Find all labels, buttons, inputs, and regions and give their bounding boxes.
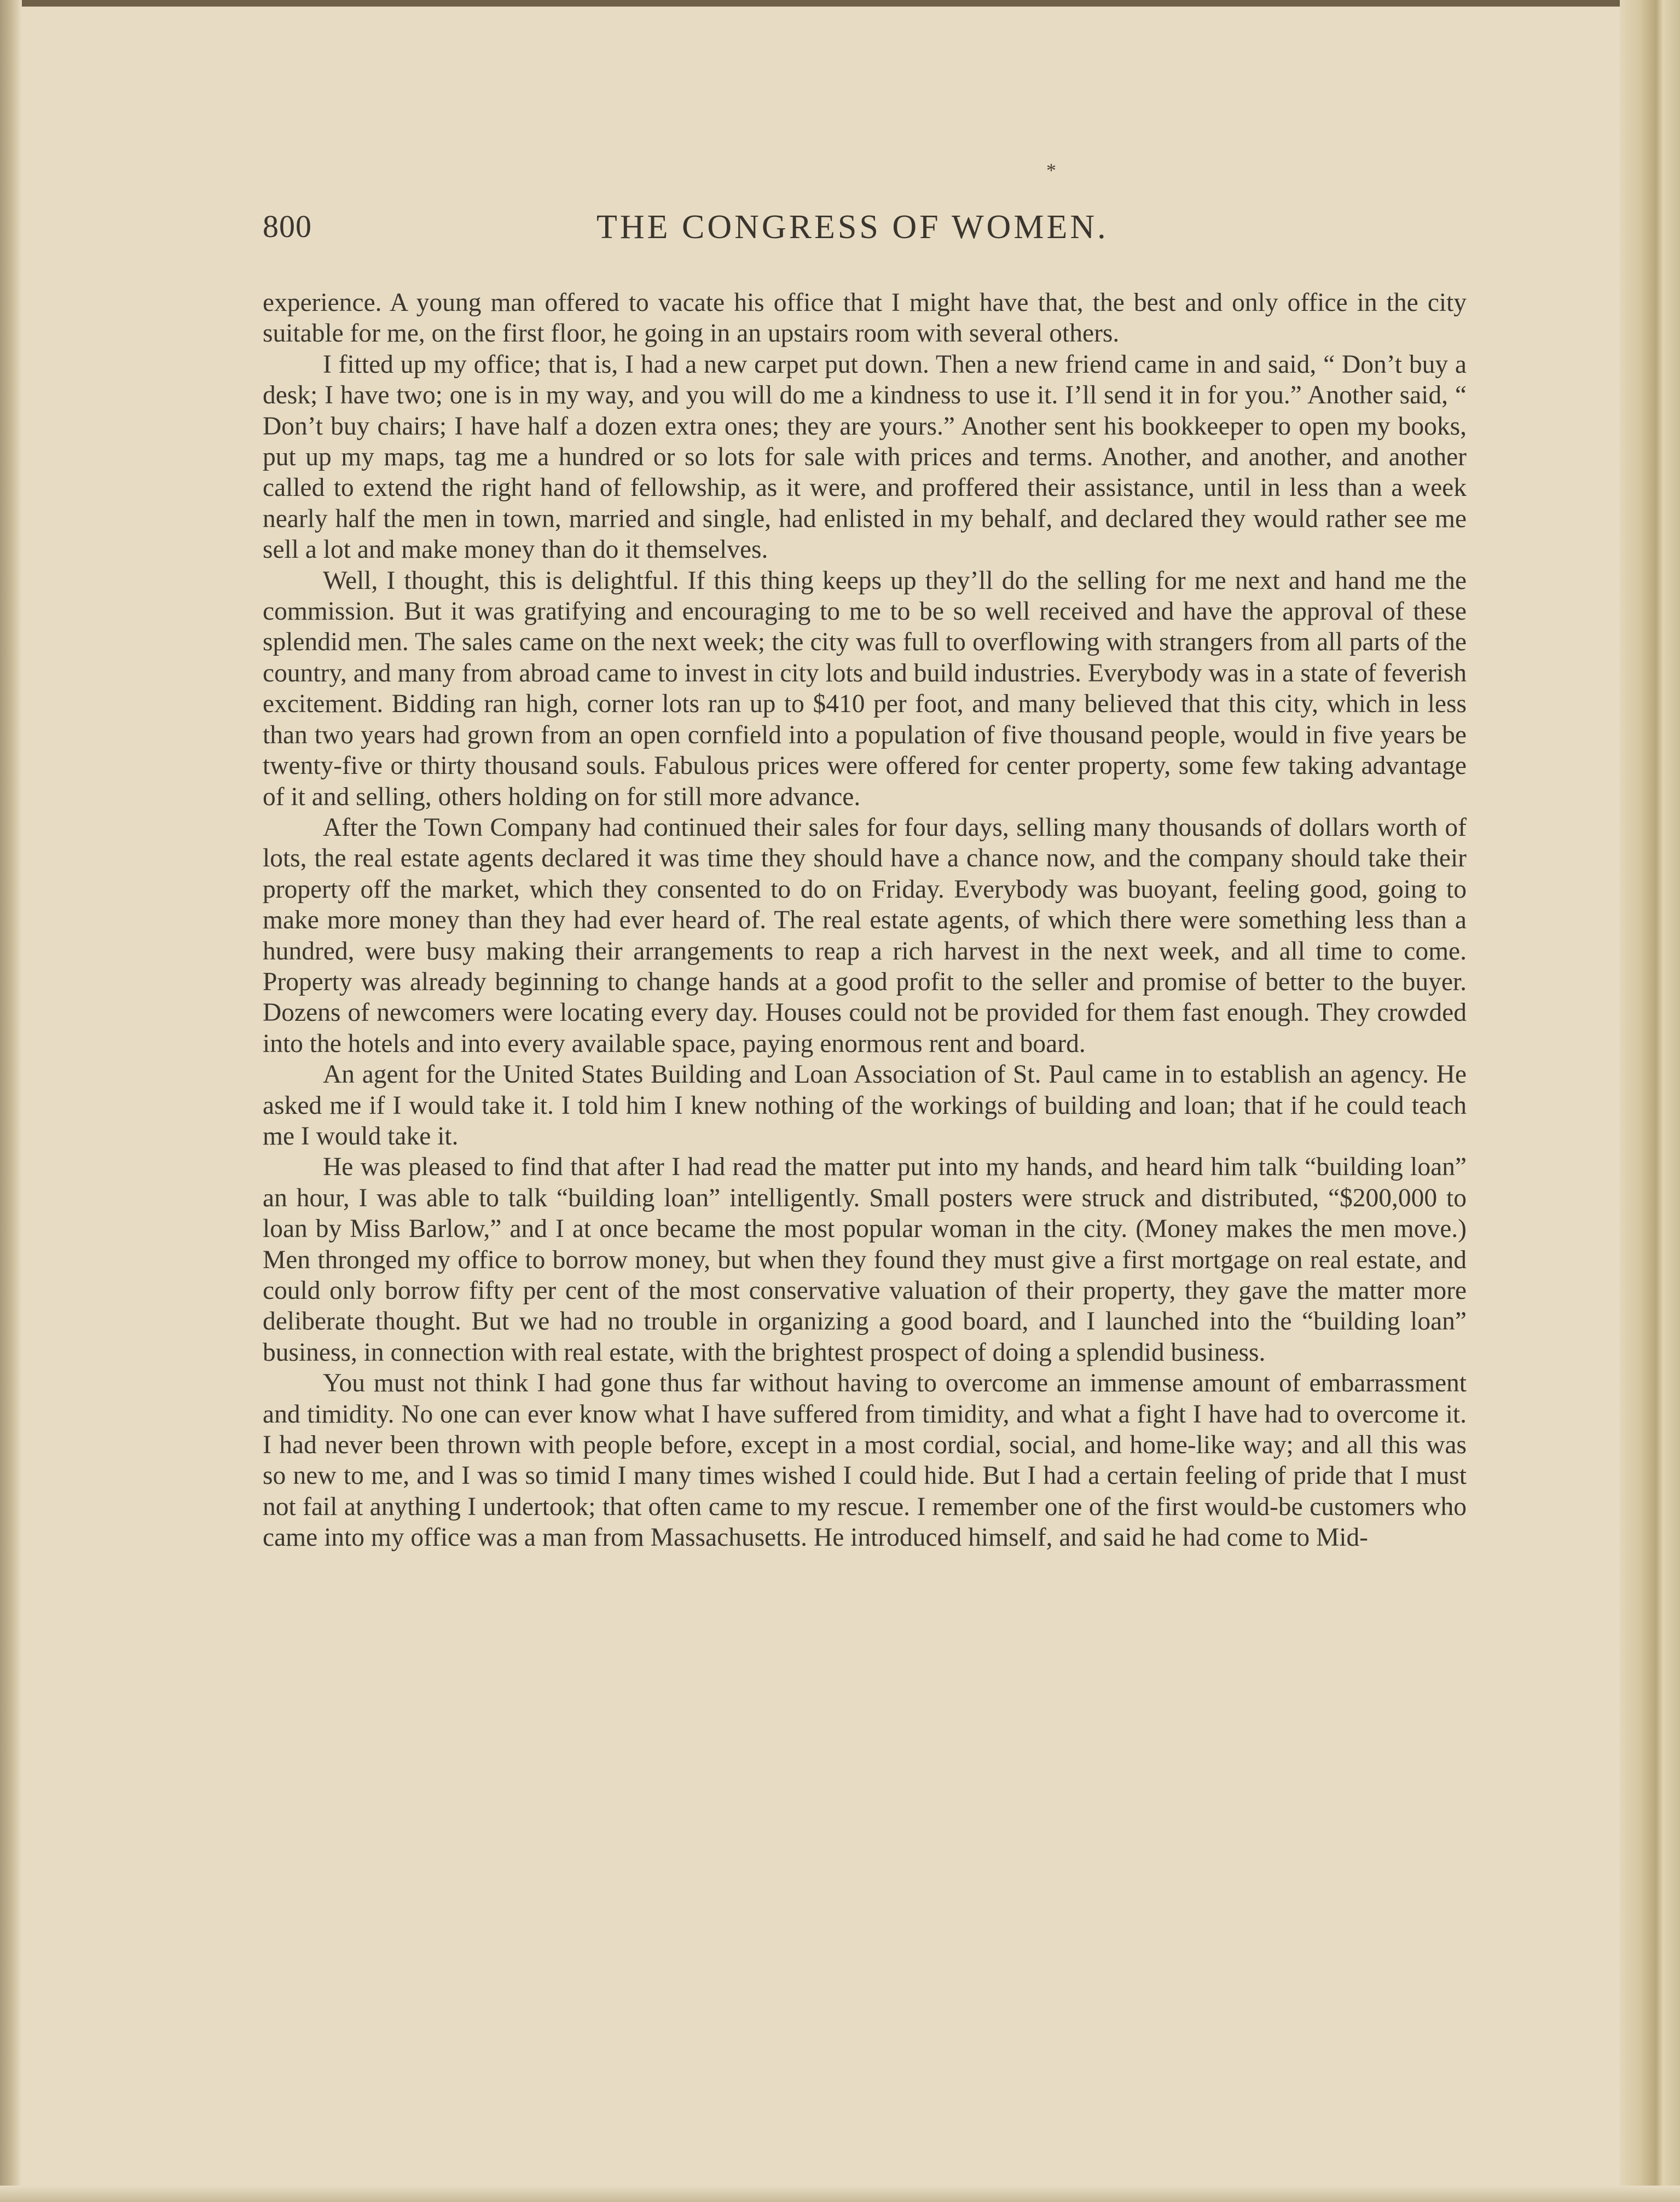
printer-mark: * xyxy=(1046,159,1056,181)
page-right-edge xyxy=(1620,0,1680,2202)
paragraph: An agent for the United States Building and Loan Association of St. Paul came in to establish an agency. He asked me if I would take it. I told him I knew nothing of the workings of building and loan; that if he could teach me I would take it. xyxy=(263,1060,1467,1151)
body-text xyxy=(263,287,1467,1553)
paragraph: After the Town Company had continued their sales for four days, selling many thousands of dollars worth of lots, the real estate agents declared it was time they should have a chance now, and the company should take their property off the market, which they consented to do on Friday. Everybody was buoyant, feeling good, going to make more money than they had ever heard of. The real estate agents, of which there were something less than a hundred, were busy making their arrangements to reap a rich harvest in the next week, and all time to come. Property was already beginning to change hands at a good profit to the seller and promise of better to the buyer. Dozens of newcomers were locating every day. Houses could not be provided for them fast enough. They crowded into the hotels and into every available space, paying enormous rent and board. xyxy=(263,813,1467,1058)
paragraph: Well, I thought, this is delightful. If this thing keeps up they’ll do the selling for me next and hand me the commission. But it was gratifying and encouraging to me to be so well received and have the approval of these splendid men. The sales came on the next week; the city was full to overflowing with strangers from all parts of the country, and many from abroad came to invest in city lots and build industries. Everybody was in a state of feverish excitement. Bidding ran high, corner lots ran up to $410 per foot, and many believed that this city, which in less than two years had grown from an open cornfield into a population of five thousand people, would in five years be twenty-five or thirty thousand souls. Fabulous prices were offered for center property, some few taking advantage of it and selling, others holding on for still more advance. xyxy=(263,566,1467,811)
page-bottom-edge xyxy=(0,2186,1680,2202)
page-number: 800 xyxy=(263,209,312,244)
paragraph: He was pleased to find that after I had read the matter put into my hands, and heard him talk “building loan” an hour, I was able to talk “building loan” intelligently. Small posters were struck and distributed, “$200,000 to loan by Miss Barlow,” and I at once became the most popular woman in the city. (Money makes the men move.) Men thronged my office to borrow money, but when they found they must give a first mortgage on real estate, and could only borrow fifty per cent of the most conservative valuation of their property, they gave the matter more deliberate thought. But we had no trouble in organizing a good board, and I launched into the “building loan” business, in connection with real estate, with the brightest prospect of doing a splendid business. xyxy=(263,1153,1467,1367)
page-left-edge xyxy=(0,0,22,2202)
paragraph-continued: experience. A young man offered to vacate his office that I might have that, the best and only office in the city suitable for me, on the first floor, he going in an upstairs room with several others. xyxy=(263,288,1467,348)
paragraph: I fitted up my office; that is, I had a new carpet put down. Then a new friend came in and said, “ Don’t buy a desk; I have two; one is in my way, and you will do me a kindness to use it. I’ll send it in for you.” Another said, “ Don’t buy chairs; I have half a dozen extra ones; they are yours.” Another sent his bookkeeper to open my books, put up my maps, tag me a hundred or so lots for sale with prices and terms. Another, and another, and another called to extend the right hand of fellowship, as it were, and proffered their assistance, until in less than a week nearly half the men in town, married and single, had enlisted in my behalf, and declared they would rather see me sell a lot and make money than do it themselves. xyxy=(263,350,1467,564)
page-top-edge xyxy=(0,0,1680,7)
running-header xyxy=(263,208,1478,263)
paragraph: You must not think I had gone thus far without having to overcome an immense amount of embarrassment and timidity. No one can ever know what I have suffered from timidity, and what a fight I have had to overcome it. I had never been thrown with people before, except in a most cordial, social, and home-like way; and all this was so new to me, and I was so timid I many times wished I could hide. But I had a certain feeling of pride that I must not fail at anything I undertook; that often came to my rescue. I remember one of the first would-be customers who came into my office was a man from Massachusetts. He introduced himself, and said he had come to Mid- xyxy=(263,1369,1467,1552)
running-title: THE CONGRESS OF WOMEN. xyxy=(596,209,1109,246)
